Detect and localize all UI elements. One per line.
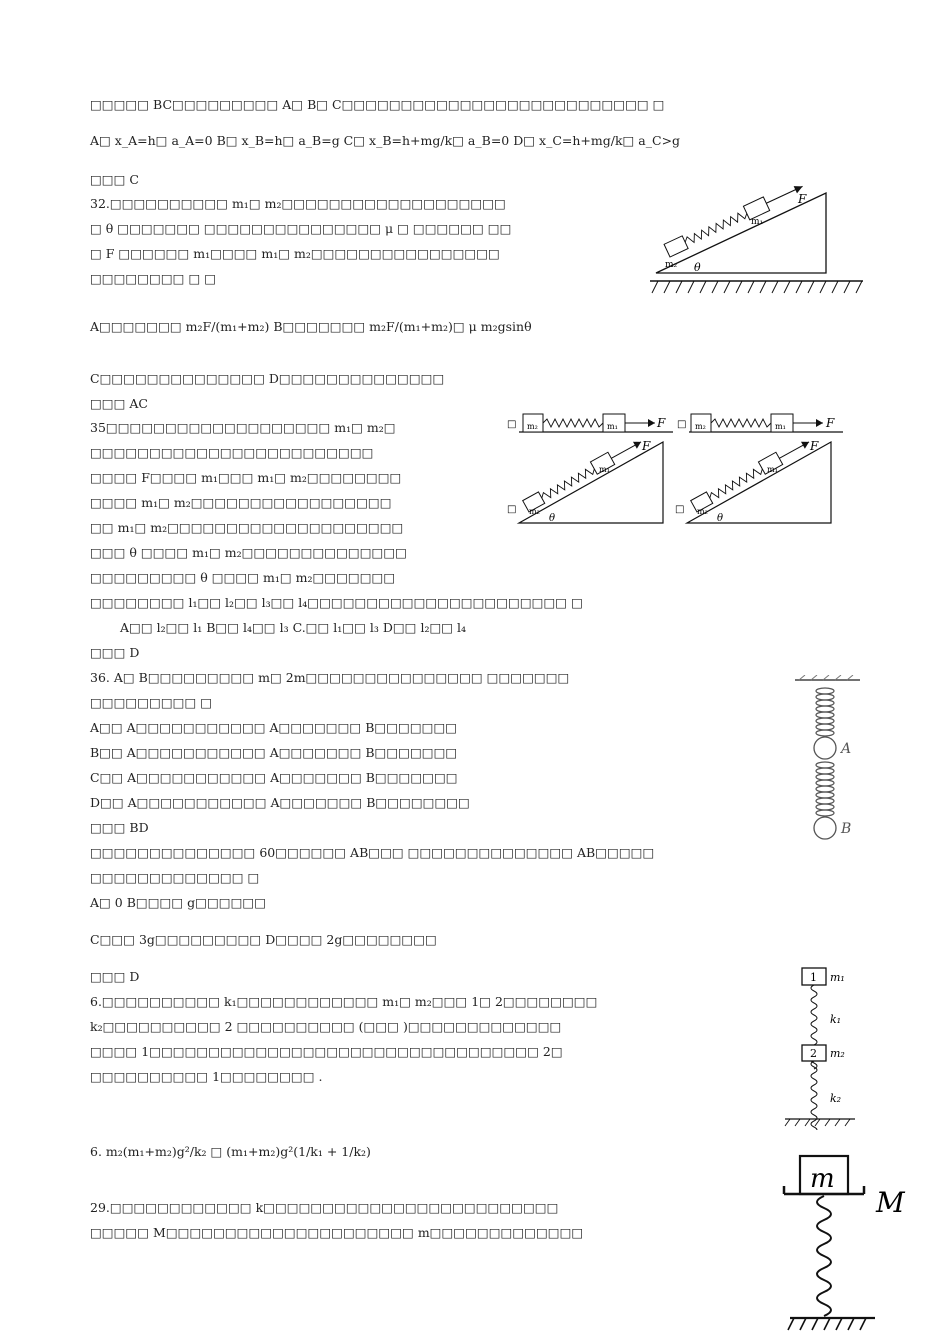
text-line: □□□□□□□□□□□□□ □ bbox=[90, 870, 260, 885]
text-line: 35□□□□□□□□□□□□□□□□□□□ m₁□ m₂□ bbox=[90, 420, 396, 435]
text-line: A□□ l₂□□ l₁ B□□ l₄□□ l₃ C.□□ l₁□□ l₃ D□□ l₂□□ l₄ bbox=[120, 620, 467, 635]
panel-3-m2: m₂ bbox=[529, 507, 540, 516]
text-line: □□□□□□□□□□ 1□□□□□□□□ . bbox=[90, 1069, 323, 1084]
panel-3-tag: □ bbox=[507, 504, 517, 515]
text-line: □□□□ m₁□ m₂□□□□□□□□□□□□□□□□□ bbox=[90, 495, 392, 510]
text-line: □ F □□□□□□ m₁□□□□ m₁□ m₂□□□□□□□□□□□□□□□□ bbox=[90, 246, 500, 261]
ball-b-label: B bbox=[841, 821, 852, 837]
panel-1-force: F bbox=[657, 416, 666, 430]
text-line: □□□□□ BC□□□□□□□□□ A□ B□ C□□□□□□□□□□□□□□□□□□□□□□□□□□ □ bbox=[90, 97, 665, 112]
text-line: □□□□□□□□□□□□□□ 60□□□□□□ AB□□□ □□□□□□□□□□□□□□ AB□□□□□ bbox=[90, 845, 655, 860]
panel-1-tag: □ bbox=[507, 419, 517, 430]
text-line: □□□□ F□□□□ m₁□□□ m₁□ m₂□□□□□□□□ bbox=[90, 470, 402, 485]
panel-4-theta: θ bbox=[717, 513, 724, 524]
text-line: □□□□□ M□□□□□□□□□□□□□□□□□□□□□ m□□□□□□□□□□□□□ bbox=[90, 1225, 584, 1240]
text-line: A□ 0 B□□□□ g□□□□□□ bbox=[90, 895, 267, 910]
text-line: 36. A□ B□□□□□□□□□ m□ 2m□□□□□□□□□□□□□□□ □□□□□□□ bbox=[90, 670, 570, 685]
text-line: B□□ A□□□□□□□□□□□ A□□□□□□□ B□□□□□□□ bbox=[90, 745, 458, 760]
block-2-number: 2 bbox=[810, 1047, 817, 1060]
text-line: □□□ AC bbox=[90, 396, 148, 411]
stacked-spring-figure bbox=[780, 965, 860, 1130]
text-line: □□□ BD bbox=[90, 820, 149, 835]
text-line: k₂□□□□□□□□□□ 2 □□□□□□□□□□ (□□□ )□□□□□□□□□□□□□ bbox=[90, 1019, 562, 1034]
text-line: 6. m₂(m₁+m₂)g²/k₂ □ (m₁+m₂)g²(1/k₁ + 1/k₂) bbox=[90, 1144, 371, 1159]
text-line: C□□ A□□□□□□□□□□□ A□□□□□□□ B□□□□□□□ bbox=[90, 770, 458, 785]
text-line: □□□□□□□□ l₁□□ l₂□□ l₃□□ l₄□□□□□□□□□□□□□□□□□□□□□□ □ bbox=[90, 595, 583, 610]
theta-label: θ bbox=[694, 261, 701, 274]
spring-mass-figure bbox=[780, 1150, 920, 1340]
text-line: D□□ A□□□□□□□□□□□ A□□□□□□□ B□□□□□□□□ bbox=[90, 795, 470, 810]
spring-2-constant: k₂ bbox=[830, 1092, 842, 1105]
text-line: □□□□ 1□□□□□□□□□□□□□□□□□□□□□□□□□□□□□□□□□ 2□ bbox=[90, 1044, 563, 1059]
panel-4-m1: m₁ bbox=[767, 465, 778, 474]
incline-figure-1 bbox=[648, 185, 868, 300]
text-line: A□□□□□□□ m₂F/(m₁+m₂) B□□□□□□□ m₂F/(m₁+m₂)□ μ m₂gsinθ bbox=[90, 319, 532, 334]
panel-2-m1: m₁ bbox=[775, 422, 786, 431]
text-line: □□ m₁□ m₂□□□□□□□□□□□□□□□□□□□□ bbox=[90, 520, 404, 535]
text-line: □□□ D bbox=[90, 645, 140, 660]
block-2-mass: m₂ bbox=[830, 1047, 845, 1060]
panel-3-force: F bbox=[642, 439, 651, 453]
panel-4-force: F bbox=[810, 439, 819, 453]
text-line: □□□□□□□□ □ □ bbox=[90, 271, 217, 286]
text-line: A□ x_A=h□ a_A=0 B□ x_B=h□ a_B=g C□ x_B=h+mg/k□ a_B=0 D□ x_C=h+mg/k□ a_C>g bbox=[90, 133, 681, 148]
text-line: □□□ D bbox=[90, 969, 140, 984]
text-line: C□□□□□□□□□□□□□□ D□□□□□□□□□□□□□□ bbox=[90, 371, 445, 386]
panel-1-m1: m₁ bbox=[607, 422, 618, 431]
text-line: □□□□□□□□□ □ bbox=[90, 695, 213, 710]
panel-2-tag: □ bbox=[677, 419, 687, 430]
panel-2-m2: m₂ bbox=[695, 422, 706, 431]
panel-4-tag: □ bbox=[675, 504, 685, 515]
small-mass-label: m bbox=[810, 1164, 835, 1194]
block-1-number: 1 bbox=[810, 971, 817, 984]
text-line: A□□ A□□□□□□□□□□□ A□□□□□□□ B□□□□□□□ bbox=[90, 720, 458, 735]
four-panel-figure bbox=[505, 408, 845, 528]
ball-a-label: A bbox=[841, 741, 852, 757]
panel-3-m1: m₁ bbox=[599, 465, 610, 474]
text-line: C□□□ 3g□□□□□□□□□ D□□□□ 2g□□□□□□□□ bbox=[90, 932, 437, 947]
text-line: □□□□□□□□□ θ □□□□ m₁□ m₂□□□□□□□ bbox=[90, 570, 396, 585]
panel-1-m2: m₂ bbox=[527, 422, 538, 431]
panel-2-force: F bbox=[826, 416, 835, 430]
panel-3-theta: θ bbox=[549, 513, 556, 524]
text-line: □□□□□□□□□□□□□□□□□□□□□□□□ bbox=[90, 445, 374, 460]
panel-4-m2: m₂ bbox=[697, 507, 708, 516]
text-line: □ θ □□□□□□□ □□□□□□□□□□□□□□□ μ □ □□□□□□ □□ bbox=[90, 221, 512, 236]
text-line: 29.□□□□□□□□□□□□ k□□□□□□□□□□□□□□□□□□□□□□□□□ bbox=[90, 1200, 559, 1215]
m1-label: m₁ bbox=[751, 217, 764, 227]
text-line: 32.□□□□□□□□□□ m₁□ m₂□□□□□□□□□□□□□□□□□□□ bbox=[90, 196, 506, 211]
platform-mass-label: M bbox=[876, 1186, 905, 1219]
m2-label: m₂ bbox=[665, 260, 678, 270]
force-label: F bbox=[798, 192, 807, 206]
spring-1-constant: k₁ bbox=[830, 1013, 842, 1026]
text-line: 6.□□□□□□□□□□ k₁□□□□□□□□□□□□ m₁□ m₂□□□ 1□ 2□□□□□□□□ bbox=[90, 994, 598, 1009]
block-1-mass: m₁ bbox=[830, 971, 845, 984]
text-line: □□□ C bbox=[90, 172, 139, 187]
text-line: □□□ θ □□□□ m₁□ m₂□□□□□□□□□□□□□□ bbox=[90, 545, 407, 560]
hanging-spring-figure bbox=[785, 675, 865, 850]
